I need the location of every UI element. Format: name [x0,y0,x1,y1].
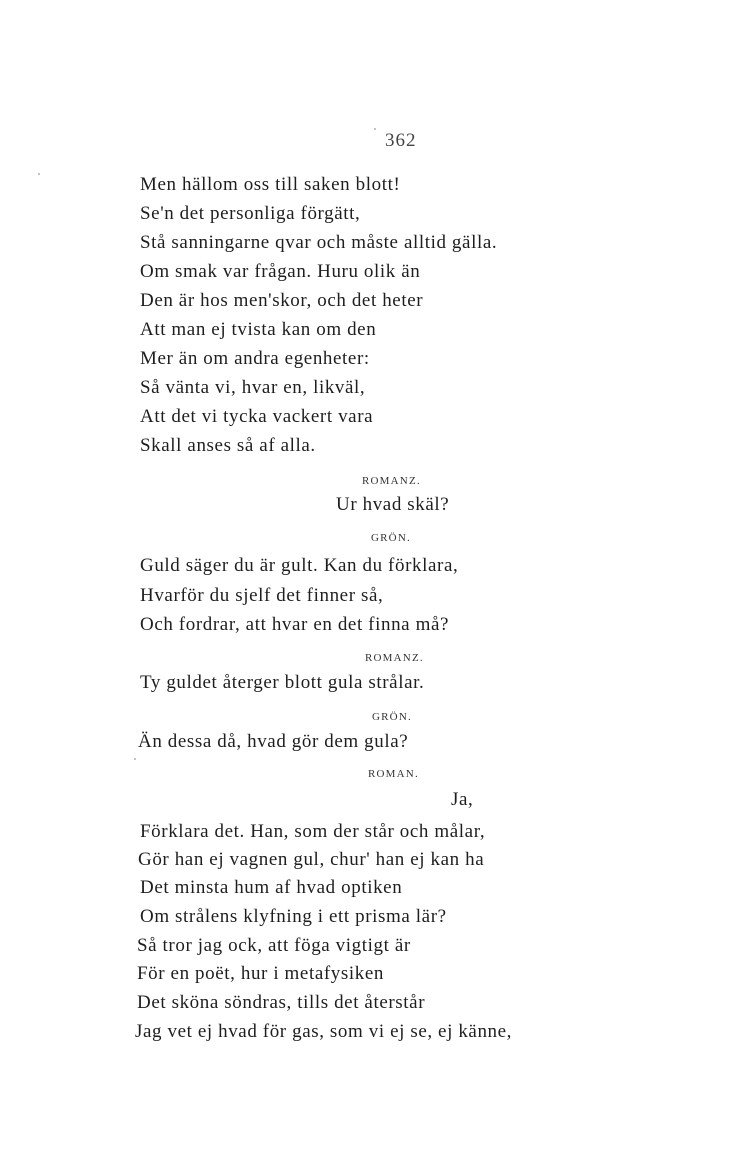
verse-line: Skall anses så af alla. [140,435,316,456]
verse-line: Om smak var frågan. Huru olik än [140,261,421,282]
verse-line: Hvarför du sjelf det finner så, [140,585,384,606]
verse-line: Det minsta hum af hvad optiken [140,877,403,898]
speaker-name: GRÖN. [372,711,412,723]
page-number: 362 [385,130,417,151]
verse-line: Gör han ej vagnen gul, chur' han ej kan ha [138,849,485,870]
verse-line: Stå sanningarne qvar och måste alltid gälla. [140,232,498,253]
verse-line: Så tror jag ock, att föga vigtigt är [137,935,411,956]
speaker-name: ROMANZ. [362,475,421,487]
verse-line: Guld säger du är gult. Kan du förklara, [140,555,459,576]
verse-line: Den är hos men'skor, och det heter [140,290,424,311]
verse-line: Förklara det. Han, som der står och målar, [140,821,486,842]
verse-line: Det sköna söndras, tills det återstår [137,992,426,1013]
verse-line: Så vänta vi, hvar en, likväl, [140,377,366,398]
verse-line: Och fordrar, att hvar en det finna må? [140,614,450,635]
verse-line: Att man ej tvista kan om den [140,319,377,340]
verse-line: Men hällom oss till saken blott! [140,174,401,195]
speaker-name: ROMANZ. [365,652,424,664]
verse-line: Ur hvad skäl? [336,494,450,515]
verse-line: Jag vet ej hvad för gas, som vi ej se, ej känne, [135,1021,513,1042]
speaker-name: ROMAN. [368,768,419,780]
verse-line: Om strålens klyfning i ett prisma lär? [140,906,447,927]
page-speck [38,173,40,175]
verse-line: Mer än om andra egenheter: [140,348,370,369]
verse-line: Än dessa då, hvad gör dem gula? [138,731,409,752]
speaker-name: GRÖN. [371,532,411,544]
verse-line: Ty guldet återger blott gula strålar. [140,672,425,693]
verse-line: Se'n det personliga förgätt, [140,203,361,224]
verse-line: För en poët, hur i metafysiken [137,963,385,984]
verse-line: Ja, [451,789,474,810]
verse-line: Att det vi tycka vackert vara [140,406,374,427]
page-speck [134,758,136,760]
page-speck [374,128,376,130]
